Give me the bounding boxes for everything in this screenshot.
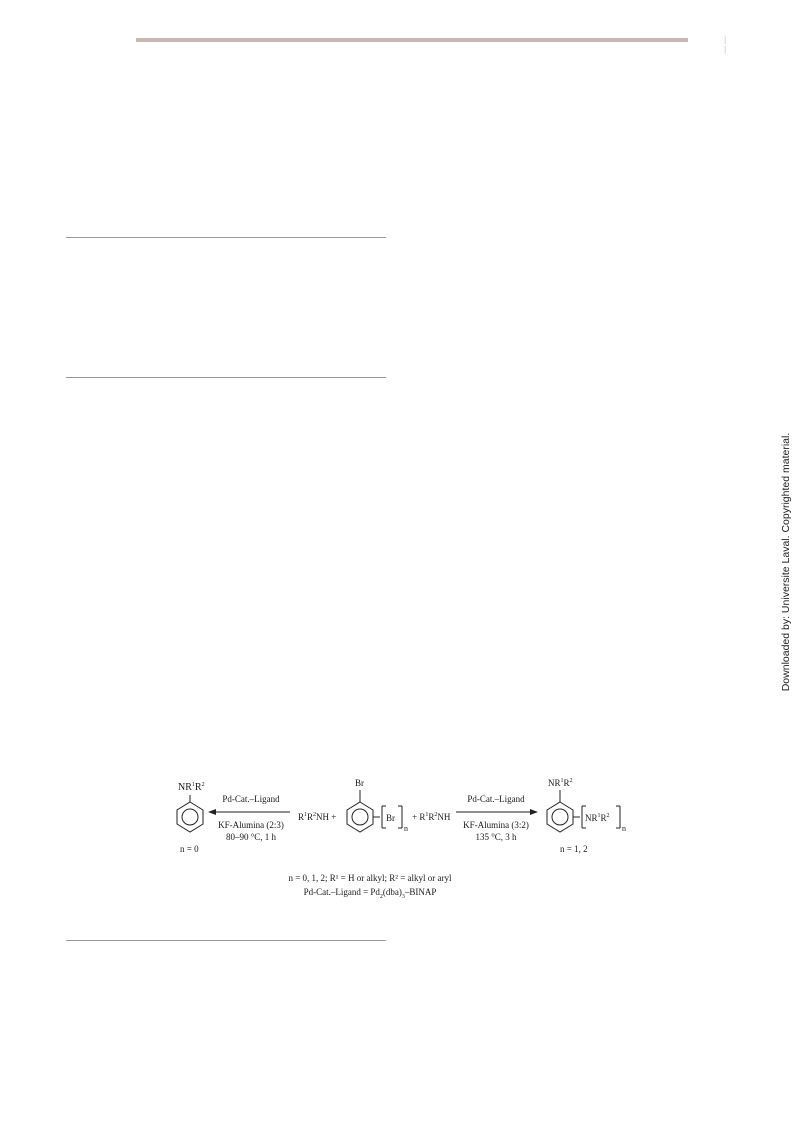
right-arrow-support: KF-Alumina (3:2) <box>463 820 529 830</box>
left-arrow-catalyst: Pd-Cat.–Ligand <box>222 794 280 804</box>
left-product-substituent: $NR^1R^2$ <box>178 782 205 793</box>
amine-reagent-right: + $R^1R^2NH$ <box>412 812 451 822</box>
amine-reagent-left: $R^1R^2NH$ + <box>298 812 337 822</box>
right-arrow-conditions: 135 °C, 3 h <box>475 832 517 842</box>
right-arrow-catalyst: Pd-Cat.–Ligand <box>467 794 525 804</box>
bromo-repeat-unit: Br <box>386 813 395 823</box>
right-reaction-arrow <box>456 809 538 815</box>
section-rule <box>66 377 386 378</box>
right-product-repeat-index: n <box>622 824 626 833</box>
section-rule <box>66 940 386 941</box>
bromoarene-benzene-ring <box>347 790 380 832</box>
right-product-repeat-unit: $NR^1R^2$ <box>585 813 610 823</box>
right-product-label: n = 1, 2 <box>560 844 588 854</box>
scheme-footnote-catalyst: Pd-Cat.–Ligand = $Pd_2(dba)_3$–BINAP <box>303 887 437 900</box>
download-watermark: Downloaded by: Universite Laval. Copyrighted material. <box>780 432 792 692</box>
page-marks: | | <box>724 34 767 54</box>
reaction-scheme <box>160 760 640 910</box>
scheme-footnote-substituents: n = 0, 1, 2; R¹ = H or alkyl; R² = alkyl or aryl <box>288 873 452 883</box>
left-product-benzene-ring <box>177 795 203 832</box>
left-arrow-conditions: 80–90 °C, 1 h <box>225 832 277 842</box>
bromo-substituent: Br <box>355 778 364 788</box>
left-arrow-support: KF-Alumina (2:3) <box>218 820 284 830</box>
right-product-benzene-ring <box>547 790 580 832</box>
left-product-label: n = 0 <box>180 844 199 854</box>
section-rule <box>66 237 386 238</box>
right-product-top-substituent: $NR^1R^2$ <box>548 778 573 788</box>
left-reaction-arrow <box>208 809 290 815</box>
bromo-repeat-index: n <box>404 824 408 833</box>
header-bar <box>136 38 688 42</box>
